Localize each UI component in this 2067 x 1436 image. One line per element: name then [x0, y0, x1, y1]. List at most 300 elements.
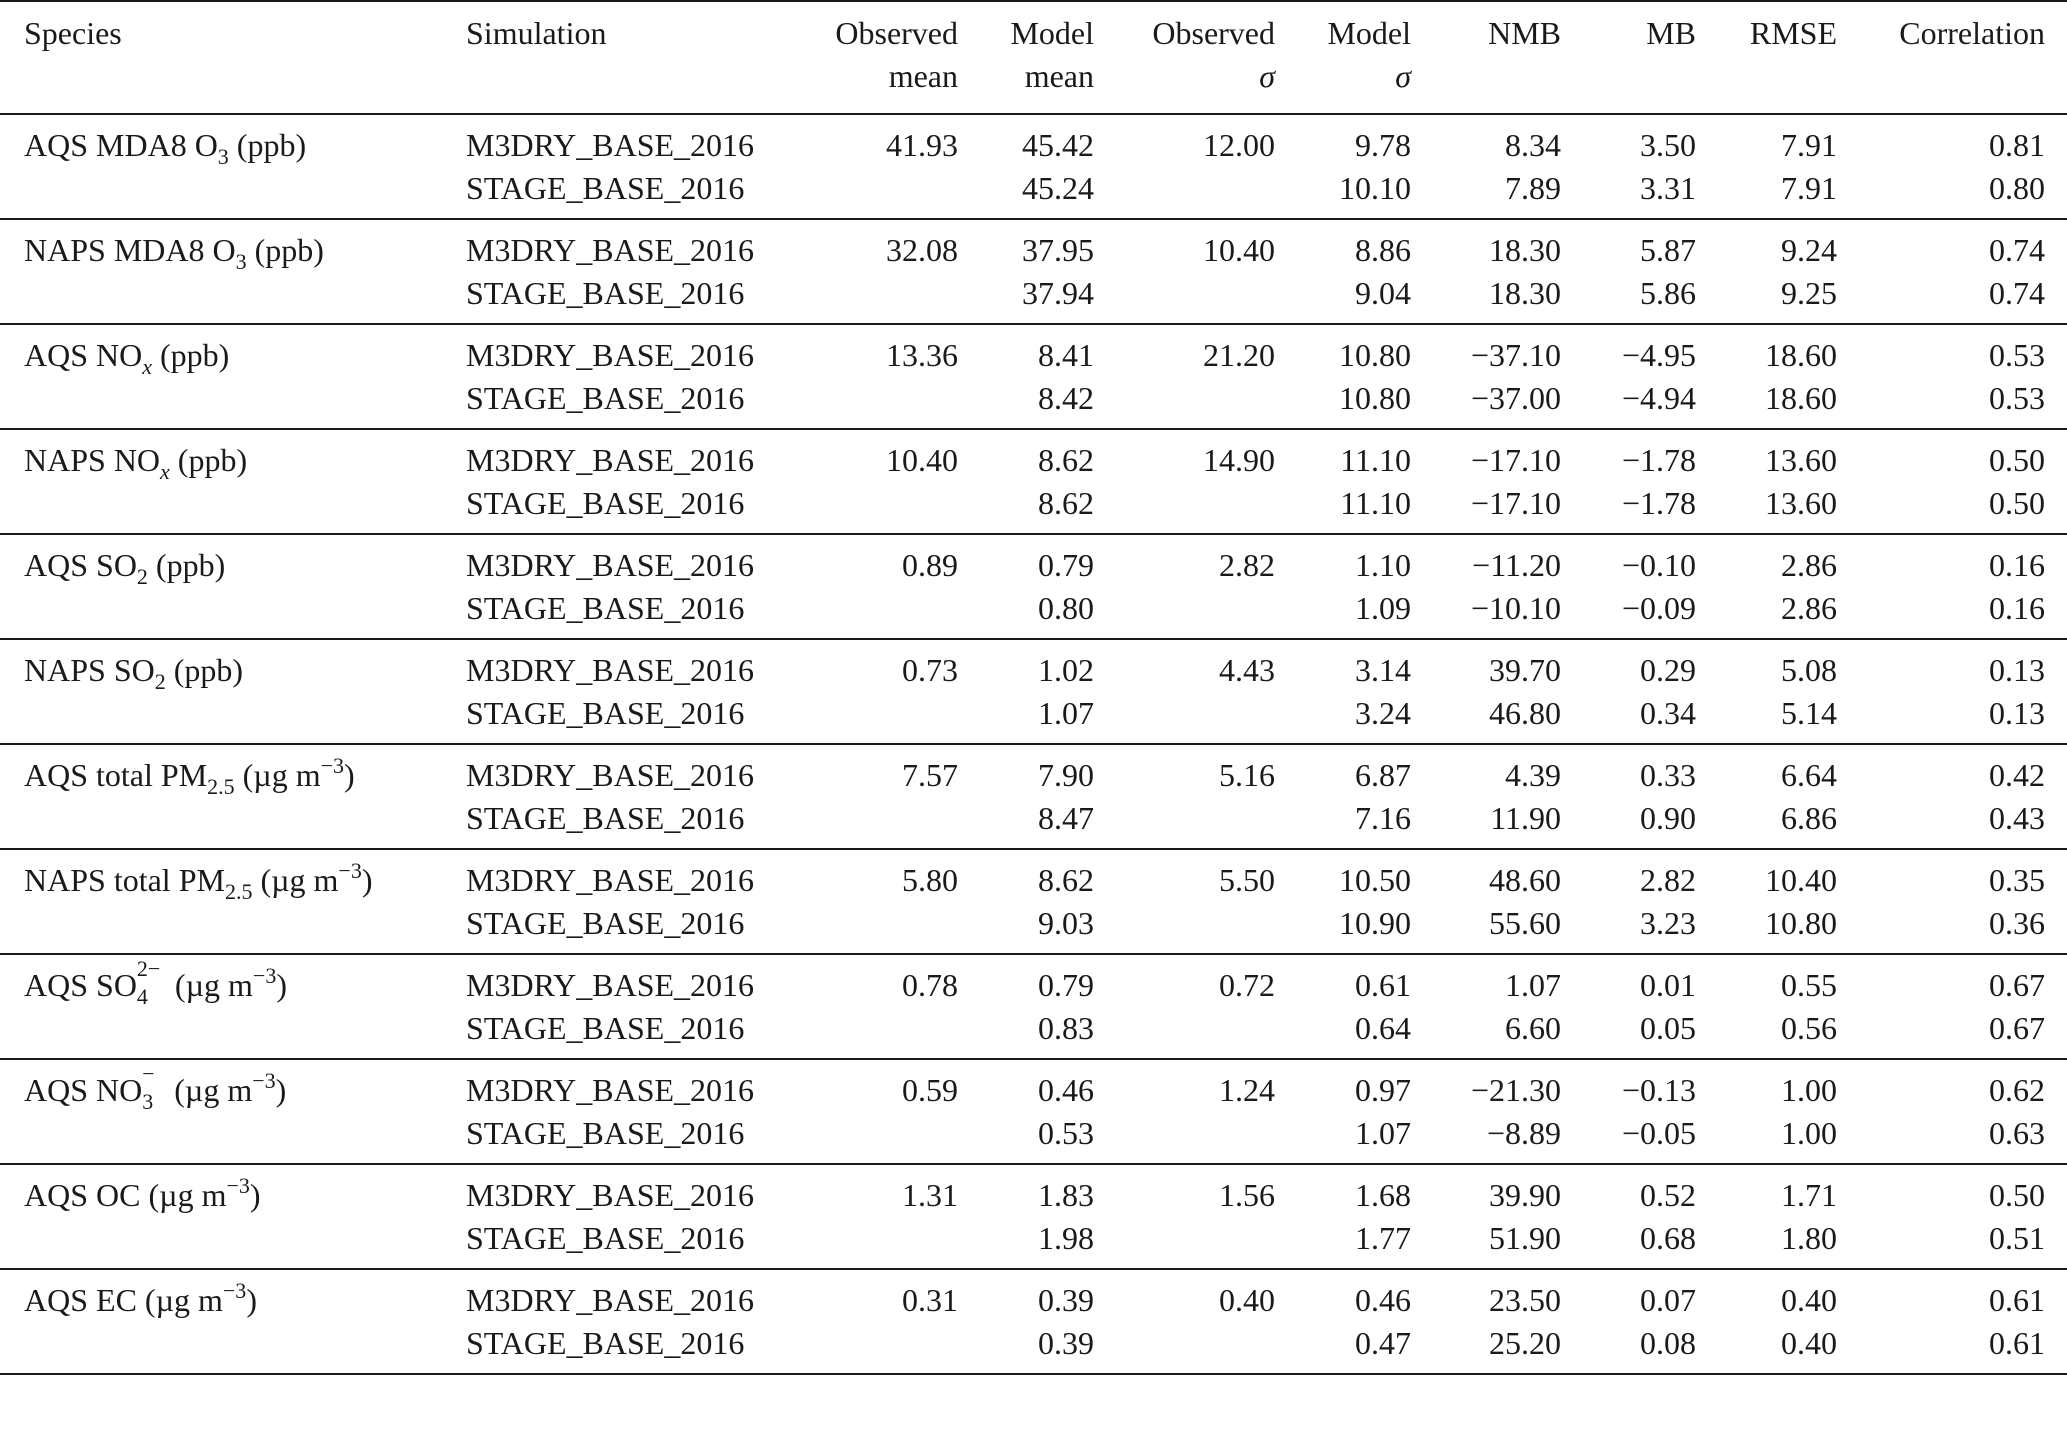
species-cell	[0, 849, 466, 954]
observed-sigma-cell	[1094, 849, 1275, 954]
correlation-value: 0.61	[1989, 1325, 2045, 1361]
header-rmse: RMSE	[1696, 1, 1837, 114]
observed-mean-value: 10.40	[886, 442, 958, 478]
mb-value: 0.68	[1640, 1220, 1696, 1256]
model-mean-value: 1.07	[1038, 695, 1094, 731]
correlation-cell	[1837, 1269, 2067, 1374]
observed-mean-cell	[793, 114, 958, 219]
table-row	[0, 324, 2067, 429]
nmb-cell	[1411, 219, 1561, 324]
observed-sigma-cell	[1094, 114, 1275, 219]
model-mean-cell	[958, 1059, 1094, 1164]
correlation-cell	[1837, 219, 2067, 324]
species-ion-charge	[142, 1061, 166, 1114]
model-sigma-value: 1.68	[1355, 1177, 1411, 1213]
correlation-value: 0.13	[1989, 695, 2045, 731]
mb-cell	[1561, 849, 1696, 954]
model-mean-cell	[958, 744, 1094, 849]
mb-cell	[1561, 744, 1696, 849]
correlation-cell	[1837, 639, 2067, 744]
mb-value: 0.90	[1640, 800, 1696, 836]
simulation-cell	[466, 429, 793, 534]
observed-sigma-value: 1.24	[1219, 1072, 1275, 1108]
observed-sigma-value: 1.56	[1219, 1177, 1275, 1213]
observed-sigma-cell	[1094, 324, 1275, 429]
species-label: AQS SO 2− 4 (µg $m^{-3}$)	[24, 956, 287, 1009]
correlation-cell	[1837, 1164, 2067, 1269]
rmse-value: 18.60	[1765, 380, 1837, 416]
nmb-value: 11.90	[1490, 800, 1561, 836]
header-mb: MB	[1561, 1, 1696, 114]
species-subscript: 3	[235, 249, 247, 274]
observed-sigma-cell	[1094, 219, 1275, 324]
mb-value: −0.09	[1621, 590, 1696, 626]
model-mean-value: 0.79	[1038, 967, 1094, 1003]
model-sigma-value: 11.10	[1340, 442, 1411, 478]
simulation-name: M3DRY_BASE_2016	[466, 967, 755, 1003]
species-label: NAPS $NO_x$ (ppb)	[24, 442, 248, 484]
table-row	[0, 954, 2067, 1059]
observed-mean-value: 0.89	[902, 547, 958, 583]
correlation-value: 0.80	[1989, 170, 2045, 206]
nmb-value: 18.30	[1489, 275, 1561, 311]
model-sigma-value: 10.80	[1339, 337, 1411, 373]
rmse-value: 0.56	[1781, 1010, 1837, 1046]
model-sigma-value: 10.90	[1339, 905, 1411, 941]
observed-mean-cell	[793, 1059, 958, 1164]
model-sigma-cell	[1275, 849, 1411, 954]
mb-cell	[1561, 534, 1696, 639]
model-mean-cell	[958, 114, 1094, 219]
nmb-value: −17.10	[1470, 442, 1561, 478]
nmb-cell	[1411, 324, 1561, 429]
model-sigma-cell	[1275, 534, 1411, 639]
simulation-name: M3DRY_BASE_2016	[466, 1072, 755, 1108]
mb-value: 0.08	[1640, 1325, 1696, 1361]
species-label: AQS total $PM_{2.5}$ (µg $m^{-3}$)	[24, 753, 355, 799]
model-mean-cell	[958, 639, 1094, 744]
rmse-cell	[1696, 1269, 1837, 1374]
observed-mean-cell	[793, 954, 958, 1059]
simulation-name: M3DRY_BASE_2016	[466, 547, 755, 583]
rmse-cell	[1696, 954, 1837, 1059]
correlation-value: 0.81	[1989, 127, 2045, 163]
observed-sigma-cell	[1094, 1164, 1275, 1269]
model-mean-value: 1.02	[1038, 652, 1094, 688]
table-row	[0, 1269, 2067, 1374]
nmb-value: −37.00	[1470, 380, 1561, 416]
unit-exponent: −3	[338, 858, 362, 883]
correlation-value: 0.13	[1989, 652, 2045, 688]
simulation-name: STAGE_BASE_2016	[466, 590, 745, 626]
rmse-value: 6.86	[1781, 800, 1837, 836]
nmb-value: 25.20	[1489, 1325, 1561, 1361]
nmb-value: 48.60	[1489, 862, 1561, 898]
species-cell	[0, 1164, 466, 1269]
species-label: NAPS $SO_2$ (ppb)	[24, 652, 244, 694]
species-cell	[0, 219, 466, 324]
nmb-cell	[1411, 534, 1561, 639]
simulation-name: STAGE_BASE_2016	[466, 695, 745, 731]
observed-mean-value: 32.08	[886, 232, 958, 268]
correlation-value: 0.63	[1989, 1115, 2045, 1151]
correlation-cell	[1837, 954, 2067, 1059]
model-sigma-value: 1.07	[1355, 1115, 1411, 1151]
rmse-value: 7.91	[1781, 170, 1837, 206]
rmse-value: 13.60	[1765, 442, 1837, 478]
rmse-cell	[1696, 534, 1837, 639]
mb-value: 5.87	[1640, 232, 1696, 268]
rmse-cell	[1696, 1059, 1837, 1164]
model-sigma-value: 1.09	[1355, 590, 1411, 626]
model-sigma-cell	[1275, 429, 1411, 534]
rmse-value: 1.00	[1781, 1115, 1837, 1151]
model-sigma-cell	[1275, 954, 1411, 1059]
nmb-value: 39.70	[1489, 652, 1561, 688]
table-body	[0, 114, 2067, 1374]
simulation-name: STAGE_BASE_2016	[466, 485, 745, 521]
model-mean-value: 0.53	[1038, 1115, 1094, 1151]
mb-cell	[1561, 639, 1696, 744]
correlation-value: 0.43	[1989, 800, 2045, 836]
simulation-cell	[466, 639, 793, 744]
model-sigma-value: 9.78	[1355, 127, 1411, 163]
model-mean-value: 0.39	[1038, 1325, 1094, 1361]
model-mean-value: 0.46	[1038, 1072, 1094, 1108]
model-mean-value: 8.42	[1038, 380, 1094, 416]
simulation-name: M3DRY_BASE_2016	[466, 127, 755, 163]
observed-mean-value: 7.57	[902, 757, 958, 793]
model-mean-value: 0.80	[1038, 590, 1094, 626]
species-cell	[0, 429, 466, 534]
unit-exponent: −3	[252, 1068, 276, 1093]
correlation-value: 0.74	[1989, 232, 2045, 268]
model-sigma-cell	[1275, 744, 1411, 849]
nmb-value: −17.10	[1470, 485, 1561, 521]
mb-value: −1.78	[1621, 485, 1696, 521]
model-sigma-cell	[1275, 114, 1411, 219]
mb-cell	[1561, 954, 1696, 1059]
observed-mean-value: 0.78	[902, 967, 958, 1003]
nmb-value: 55.60	[1489, 905, 1561, 941]
mb-value: 0.29	[1640, 652, 1696, 688]
model-mean-cell	[958, 849, 1094, 954]
observed-mean-value: 5.80	[902, 862, 958, 898]
model-sigma-value: 11.10	[1340, 485, 1411, 521]
correlation-value: 0.50	[1989, 1177, 2045, 1213]
species-label: AQS OC (µg $m^{-3}$)	[24, 1173, 261, 1213]
ion-subscript: 3	[142, 1089, 154, 1114]
simulation-name: STAGE_BASE_2016	[466, 380, 745, 416]
observed-sigma-cell	[1094, 534, 1275, 639]
observed-sigma-value: 5.16	[1219, 757, 1275, 793]
mb-value: 0.33	[1640, 757, 1696, 793]
correlation-value: 0.50	[1989, 485, 2045, 521]
rmse-value: 13.60	[1765, 485, 1837, 521]
mb-value: −4.94	[1621, 380, 1696, 416]
nmb-cell	[1411, 744, 1561, 849]
correlation-value: 0.67	[1989, 967, 2045, 1003]
table-header-row	[0, 1, 2067, 114]
species-label: AQS EC (µg $m^{-3}$)	[24, 1278, 257, 1318]
simulation-cell	[466, 744, 793, 849]
table-row	[0, 219, 2067, 324]
observed-sigma-value: 5.50	[1219, 862, 1275, 898]
correlation-value: 0.50	[1989, 442, 2045, 478]
rmse-value: 1.71	[1781, 1177, 1837, 1213]
model-sigma-value: 6.87	[1355, 757, 1411, 793]
correlation-value: 0.53	[1989, 380, 2045, 416]
species-label: AQS NO − 3 (µg $m^{-3}$)	[24, 1061, 287, 1114]
observed-mean-cell	[793, 849, 958, 954]
model-mean-value: 0.39	[1038, 1282, 1094, 1318]
mb-cell	[1561, 1164, 1696, 1269]
observed-mean-cell	[793, 324, 958, 429]
correlation-value: 0.42	[1989, 757, 2045, 793]
observed-sigma-value: 0.40	[1219, 1282, 1275, 1318]
model-mean-value: 8.62	[1038, 442, 1094, 478]
observed-sigma-cell	[1094, 954, 1275, 1059]
model-mean-value: 8.41	[1038, 337, 1094, 373]
nmb-value: −37.10	[1470, 337, 1561, 373]
mb-value: 0.52	[1640, 1177, 1696, 1213]
correlation-cell	[1837, 849, 2067, 954]
unit-exponent: −3	[222, 1278, 247, 1303]
model-mean-cell	[958, 534, 1094, 639]
species-label: NAPS total $PM_{2.5}$ (µg $m^{-3}$)	[24, 858, 373, 904]
nmb-value: 1.07	[1505, 967, 1561, 1003]
model-mean-cell	[958, 219, 1094, 324]
mb-value: 3.23	[1640, 905, 1696, 941]
rmse-value: 5.08	[1781, 652, 1837, 688]
model-mean-value: 37.94	[1022, 275, 1094, 311]
observed-sigma-value: 21.20	[1203, 337, 1275, 373]
rmse-cell	[1696, 429, 1837, 534]
header-correlation: Correlation	[1837, 1, 2067, 114]
model-sigma-value: 8.86	[1355, 232, 1411, 268]
observed-mean-cell	[793, 1164, 958, 1269]
model-mean-value: 45.24	[1022, 170, 1094, 206]
observed-sigma-cell	[1094, 1269, 1275, 1374]
model-sigma-value: 1.77	[1355, 1220, 1411, 1256]
rmse-value: 2.86	[1781, 547, 1837, 583]
nmb-cell	[1411, 639, 1561, 744]
simulation-name: STAGE_BASE_2016	[466, 1115, 745, 1151]
rmse-cell	[1696, 219, 1837, 324]
species-cell	[0, 324, 466, 429]
rmse-cell	[1696, 324, 1837, 429]
rmse-value: 0.40	[1781, 1325, 1837, 1361]
model-sigma-value: 7.16	[1355, 800, 1411, 836]
species-label: AQS $NO_x$ (ppb)	[24, 337, 230, 379]
correlation-value: 0.51	[1989, 1220, 2045, 1256]
mb-value: 3.31	[1640, 170, 1696, 206]
table-row	[0, 114, 2067, 219]
nmb-value: 4.39	[1505, 757, 1561, 793]
rmse-value: 2.86	[1781, 590, 1837, 626]
rmse-value: 5.14	[1781, 695, 1837, 731]
observed-mean-cell	[793, 1269, 958, 1374]
model-sigma-value: 0.46	[1355, 1282, 1411, 1318]
table-row	[0, 1059, 2067, 1164]
model-sigma-value: 0.47	[1355, 1325, 1411, 1361]
model-mean-value: 0.83	[1038, 1010, 1094, 1046]
mb-value: −1.78	[1621, 442, 1696, 478]
rmse-value: 1.80	[1781, 1220, 1837, 1256]
correlation-value: 0.53	[1989, 337, 2045, 373]
table-row	[0, 639, 2067, 744]
rmse-cell	[1696, 639, 1837, 744]
table-row	[0, 744, 2067, 849]
model-sigma-value: 10.80	[1339, 380, 1411, 416]
model-mean-cell	[958, 429, 1094, 534]
rmse-value: 18.60	[1765, 337, 1837, 373]
correlation-cell	[1837, 744, 2067, 849]
simulation-cell	[466, 324, 793, 429]
model-mean-cell	[958, 954, 1094, 1059]
model-sigma-value: 10.10	[1339, 170, 1411, 206]
correlation-value: 0.16	[1989, 590, 2045, 626]
nmb-value: 6.60	[1505, 1010, 1561, 1046]
nmb-value: −11.20	[1472, 547, 1561, 583]
nmb-value: 39.90	[1489, 1177, 1561, 1213]
header-species: Species	[0, 1, 466, 114]
rmse-cell	[1696, 744, 1837, 849]
mb-value: 2.82	[1640, 862, 1696, 898]
model-sigma-cell	[1275, 1164, 1411, 1269]
correlation-cell	[1837, 429, 2067, 534]
species-cell	[0, 639, 466, 744]
simulation-name: M3DRY_BASE_2016	[466, 1282, 755, 1318]
correlation-value: 0.61	[1989, 1282, 2045, 1318]
mb-cell	[1561, 114, 1696, 219]
simulation-cell	[466, 849, 793, 954]
simulation-name: STAGE_BASE_2016	[466, 905, 745, 941]
nmb-value: 23.50	[1489, 1282, 1561, 1318]
model-sigma-cell	[1275, 324, 1411, 429]
simulation-name: STAGE_BASE_2016	[466, 800, 745, 836]
rmse-value: 7.91	[1781, 127, 1837, 163]
observed-sigma-cell	[1094, 1059, 1275, 1164]
nmb-cell	[1411, 429, 1561, 534]
mb-value: −0.13	[1621, 1072, 1696, 1108]
observed-sigma-cell	[1094, 744, 1275, 849]
correlation-value: 0.67	[1989, 1010, 2045, 1046]
observed-sigma-cell	[1094, 639, 1275, 744]
nmb-cell	[1411, 1164, 1561, 1269]
species-subscript: 2.5	[207, 774, 235, 799]
header-observed-mean: Observed mean	[793, 1, 958, 114]
mb-cell	[1561, 1269, 1696, 1374]
rmse-value: 10.40	[1765, 862, 1837, 898]
model-mean-value: 7.90	[1038, 757, 1094, 793]
mb-cell	[1561, 1059, 1696, 1164]
nmb-value: −21.30	[1470, 1072, 1561, 1108]
simulation-cell	[466, 534, 793, 639]
nmb-value: 46.80	[1489, 695, 1561, 731]
simulation-name: STAGE_BASE_2016	[466, 275, 745, 311]
rmse-value: 9.25	[1781, 275, 1837, 311]
correlation-cell	[1837, 1059, 2067, 1164]
observed-mean-value: 0.73	[902, 652, 958, 688]
unit-exponent: −3	[320, 753, 345, 778]
observed-mean-cell	[793, 639, 958, 744]
species-cell	[0, 1059, 466, 1164]
model-mean-value: 1.98	[1038, 1220, 1094, 1256]
model-sigma-value: 0.61	[1355, 967, 1411, 1003]
model-mean-value: 45.42	[1022, 127, 1094, 163]
mb-value: −4.95	[1621, 337, 1696, 373]
ion-subscript: 4	[136, 984, 148, 1009]
observed-sigma-value: 10.40	[1203, 232, 1275, 268]
species-subscript: 2	[154, 669, 166, 694]
model-mean-value: 0.79	[1038, 547, 1094, 583]
simulation-cell	[466, 1059, 793, 1164]
rmse-cell	[1696, 849, 1837, 954]
nmb-value: 51.90	[1489, 1220, 1561, 1256]
species-subscript: 2	[136, 564, 148, 589]
observed-mean-cell	[793, 744, 958, 849]
nmb-cell	[1411, 954, 1561, 1059]
table-row	[0, 1164, 2067, 1269]
header-model-mean: Model mean	[958, 1, 1094, 114]
header-observed-sigma: Observed σ	[1094, 1, 1275, 114]
species-ion-charge	[136, 956, 167, 1009]
simulation-name: M3DRY_BASE_2016	[466, 1177, 755, 1213]
simulation-name: STAGE_BASE_2016	[466, 170, 745, 206]
observed-sigma-value: 12.00	[1203, 127, 1275, 163]
mb-value: 5.86	[1640, 275, 1696, 311]
observed-sigma-value: 0.72	[1219, 967, 1275, 1003]
model-mean-cell	[958, 1269, 1094, 1374]
model-mean-value: 8.62	[1038, 485, 1094, 521]
mb-value: 0.34	[1640, 695, 1696, 731]
observed-sigma-value: 2.82	[1219, 547, 1275, 583]
mb-cell	[1561, 429, 1696, 534]
nmb-value: −10.10	[1470, 590, 1561, 626]
simulation-cell	[466, 1269, 793, 1374]
mb-value: 0.07	[1640, 1282, 1696, 1318]
model-sigma-value: 10.50	[1339, 862, 1411, 898]
rmse-value: 9.24	[1781, 232, 1837, 268]
model-mean-value: 8.47	[1038, 800, 1094, 836]
mb-value: 3.50	[1640, 127, 1696, 163]
model-sigma-value: 9.04	[1355, 275, 1411, 311]
simulation-name: M3DRY_BASE_2016	[466, 442, 755, 478]
observed-mean-value: 0.31	[902, 1282, 958, 1318]
observed-mean-cell	[793, 534, 958, 639]
model-sigma-cell	[1275, 1059, 1411, 1164]
species-cell	[0, 534, 466, 639]
correlation-value: 0.74	[1989, 275, 2045, 311]
table-row	[0, 534, 2067, 639]
correlation-cell	[1837, 324, 2067, 429]
model-sigma-cell	[1275, 1269, 1411, 1374]
rmse-value: 0.40	[1781, 1282, 1837, 1318]
model-sigma-value: 3.14	[1355, 652, 1411, 688]
nmb-value: 7.89	[1505, 170, 1561, 206]
model-sigma-value: 3.24	[1355, 695, 1411, 731]
species-cell	[0, 114, 466, 219]
nmb-value: −8.89	[1486, 1115, 1561, 1151]
species-subscript: x	[142, 354, 152, 379]
observed-mean-cell	[793, 219, 958, 324]
species-subscript: x	[160, 459, 170, 484]
correlation-value: 0.36	[1989, 905, 2045, 941]
species-label: AQS $SO_2$ (ppb)	[24, 547, 226, 589]
simulation-name: STAGE_BASE_2016	[466, 1010, 745, 1046]
simulation-cell	[466, 219, 793, 324]
